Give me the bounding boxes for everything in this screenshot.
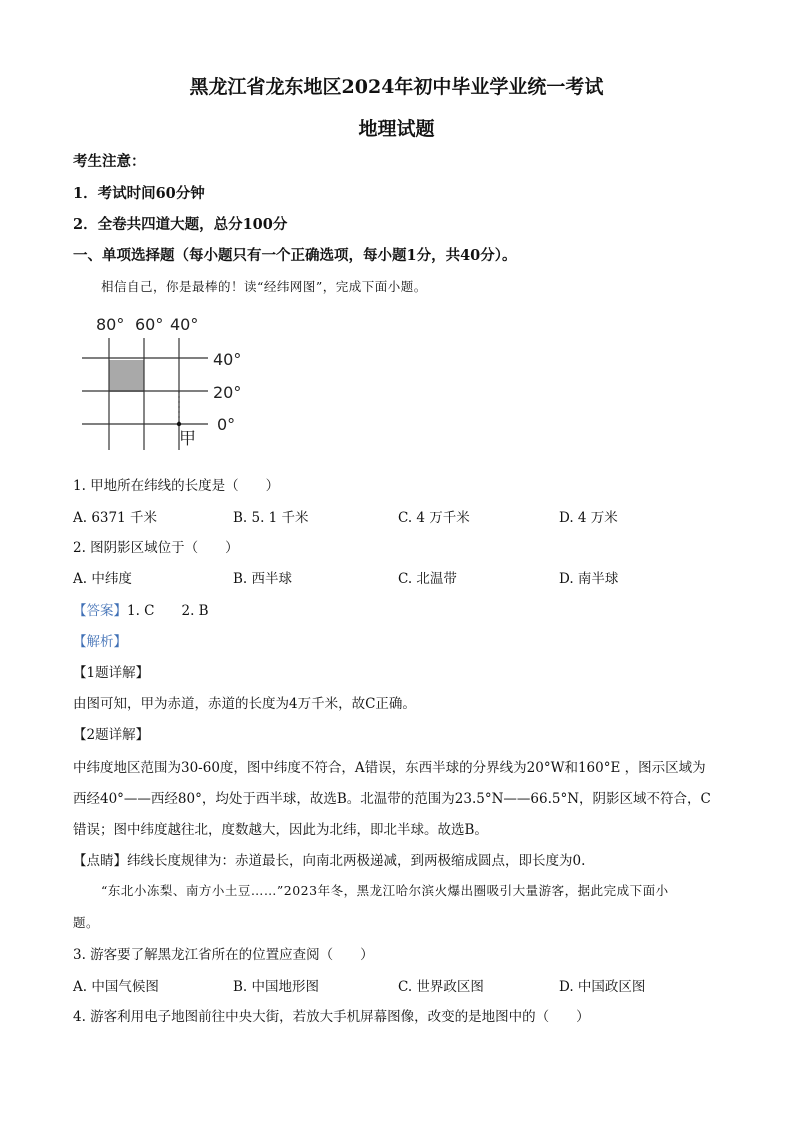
detail-1-heading: 【1题详解】 <box>73 665 150 681</box>
q3-stem: 3. 游客要了解黑龙江省所在的位置应查阅（ ） <box>73 947 374 963</box>
lon-label-60: 60° <box>135 315 164 334</box>
q3-option-c: C. 世界政区图 <box>398 979 484 995</box>
detail-2-line-3: 错误；图中纬度越往北，度数越大，因此为北纬，即北半球。故选B。 <box>73 822 488 838</box>
lat-lon-grid-figure <box>76 310 276 458</box>
passage-2-line-2: 题。 <box>73 915 100 930</box>
lon-label-80: 80° <box>96 315 125 334</box>
notice-item-1: 1．考试时间60分钟 <box>73 185 205 202</box>
q1-option-d: D. 4 万米 <box>559 510 618 526</box>
lon-label-40: 40° <box>170 315 199 334</box>
detail-2-heading: 【2题详解】 <box>73 727 150 743</box>
q1-option-b: B. 5. 1 千米 <box>233 510 309 526</box>
q1-stem: 1. 甲地所在纬线的长度是（ ） <box>73 478 280 494</box>
answer-label: 【答案】 <box>73 603 127 619</box>
q2-option-a: A. 中纬度 <box>73 571 132 587</box>
lat-label-40: 40° <box>213 350 242 369</box>
answer-line <box>73 599 209 619</box>
shaded-area <box>109 360 144 392</box>
q3-option-a: A. 中国气候图 <box>73 979 159 995</box>
point-jia-marker <box>177 422 181 426</box>
answer-text: 1. C 2. B <box>127 603 209 619</box>
section-1-intro: 相信自己，你是最棒的！读“经纬网图”，完成下面小题。 <box>101 279 427 294</box>
q2-stem: 2. 图阴影区域位于（ ） <box>73 540 239 556</box>
q1-option-a: A. 6371 千米 <box>73 510 157 526</box>
detail-2-line-1: 中纬度地区范围为30-60度，图中纬度不符合，A错误，东西半球的分界线为20°W和160°E ，图示区域为 <box>73 760 706 776</box>
tip-line <box>73 849 585 869</box>
point-jia-label: 甲 <box>179 429 196 449</box>
q1-option-c: C. 4 万千米 <box>398 510 470 526</box>
tip-label: 【点睛】 <box>73 853 127 869</box>
q2-option-c: C. 北温带 <box>398 571 457 587</box>
lat-label-20: 20° <box>213 383 242 402</box>
lat-label-0: 0° <box>217 415 236 434</box>
q4-stem: 4. 游客利用电子地图前往中央大街，若放大手机屏幕图像，改变的是地图中的（ ） <box>73 1009 590 1025</box>
detail-2-line-2: 西经40°——西经80°，均处于西半球，故选B。北温带的范围为23.5°N——66.5°N，阴影区域不符合，C <box>73 791 711 807</box>
passage-2-line-1: “东北小冻梨、南方小土豆……”2023年冬，黑龙江哈尔滨火爆出圈吸引大量游客，据此完成下面小 <box>101 883 669 898</box>
q3-option-d: D. 中国政区图 <box>559 979 646 995</box>
q3-option-b: B. 中国地形图 <box>233 979 320 995</box>
q2-option-d: D. 南半球 <box>559 571 619 587</box>
notice-heading: 考生注意： <box>73 153 146 170</box>
notice-item-2: 2．全卷共四道大题，总分100分 <box>73 216 288 233</box>
exam-title: 黑龙江省龙东地区2024年初中毕业学业统一考试 <box>189 76 604 98</box>
analysis-label: 【解析】 <box>73 634 127 650</box>
detail-1-text: 由图可知，甲为赤道，赤道的长度为4万千米，故C正确。 <box>73 696 416 712</box>
section-1-heading: 一、单项选择题（每小题只有一个正确选项，每小题1分，共40分）。 <box>73 247 517 264</box>
tip-text: 纬线长度规律为：赤道最长，向南北两极递减，到两极缩成圆点，即长度为0. <box>127 853 586 869</box>
exam-subtitle: 地理试题 <box>358 118 435 140</box>
q2-option-b: B. 西半球 <box>233 571 293 587</box>
